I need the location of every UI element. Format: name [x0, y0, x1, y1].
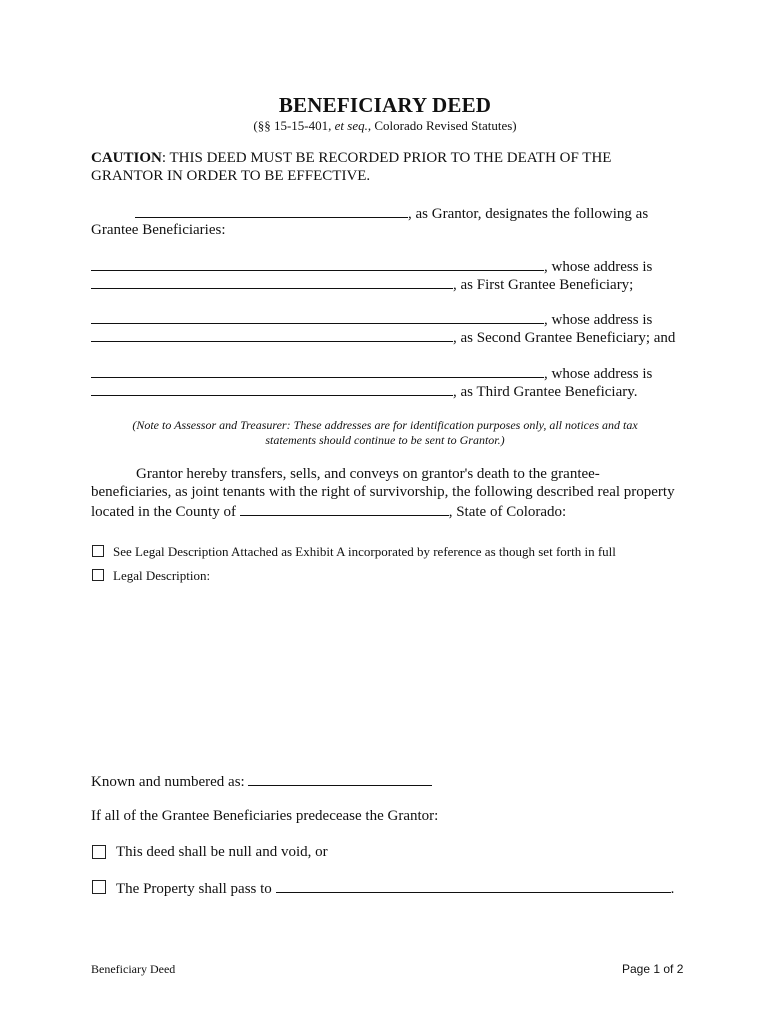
county-suffix: , State of Colorado:	[448, 504, 567, 520]
caution-line-1	[91, 150, 611, 167]
pass-to-field[interactable]	[276, 879, 671, 893]
assessor-note-line-1: (Note to Assessor and Treasurer: These addresses are for identification purposes only, all notices and tax	[132, 418, 638, 432]
footer-page-number: Page 1 of 2	[622, 962, 684, 976]
known-as-field[interactable]	[248, 772, 432, 786]
legal-description-checkbox[interactable]	[92, 569, 104, 581]
pass-to-period: .	[670, 881, 675, 897]
role-suffix: , as Second Grantee Beneficiary; and	[453, 330, 676, 346]
statute-suffix: , Colorado Revised Statutes)	[367, 118, 517, 133]
exhibit-checkbox[interactable]	[92, 545, 104, 557]
beneficiary-2-name-field[interactable]	[91, 310, 544, 324]
address-suffix: , whose address is	[544, 259, 653, 275]
predecease-question: If all of the Grantee Beneficiaries predecease the Grantor:	[91, 808, 439, 824]
statute-prefix: (§§ 15-15-401,	[253, 118, 335, 133]
transfer-line-3	[91, 502, 566, 521]
transfer-line-2: beneficiaries, as joint tenants with the right of survivorship, the following described real property	[91, 484, 675, 500]
statute-italic: et seq.	[334, 118, 368, 133]
beneficiary-1-address-field[interactable]	[91, 275, 453, 289]
beneficiary-1-address-line	[91, 257, 652, 276]
beneficiary-2-role-line	[91, 328, 675, 347]
county-field[interactable]	[240, 502, 449, 516]
county-prefix: located in the County of	[91, 504, 240, 520]
beneficiary-1-role-line	[91, 275, 633, 294]
caution-text-1: : THIS DEED MUST BE RECORDED PRIOR TO THE DEATH OF THE	[161, 150, 612, 166]
beneficiary-2-address-field[interactable]	[91, 328, 453, 342]
legal-description-label: Legal Description:	[113, 568, 211, 583]
document-title: BENEFICIARY DEED	[278, 93, 492, 117]
grantor-suffix: , as Grantor, designates the following as	[408, 206, 649, 222]
beneficiary-2-address-line	[91, 310, 652, 329]
pass-to-line	[116, 879, 674, 898]
beneficiary-3-name-field[interactable]	[91, 364, 544, 378]
pass-to-checkbox[interactable]	[92, 880, 106, 894]
grantor-line	[135, 204, 648, 223]
caution-line-2: GRANTOR IN ORDER TO BE EFFECTIVE.	[91, 168, 371, 184]
beneficiary-3-address-line	[91, 364, 652, 383]
beneficiary-3-role-line	[91, 382, 638, 401]
known-as-line	[91, 772, 432, 791]
beneficiary-3-address-field[interactable]	[91, 382, 453, 396]
footer-document-name: Beneficiary Deed	[91, 962, 176, 976]
grantor-line-2: Grantee Beneficiaries:	[91, 222, 226, 238]
pass-to-label: The Property shall pass to	[116, 881, 276, 897]
role-suffix: , as Third Grantee Beneficiary.	[453, 384, 638, 400]
assessor-note-line-2: statements should continue to be sent to Grantor.)	[265, 433, 505, 447]
exhibit-option-label: See Legal Description Attached as Exhibit A incorporated by reference as though set forth in full	[113, 544, 616, 559]
null-void-checkbox[interactable]	[92, 845, 106, 859]
known-as-label: Known and numbered as:	[91, 774, 249, 790]
transfer-line-1: Grantor hereby transfers, sells, and conveys on grantor's death to the grantee-	[136, 466, 600, 482]
address-suffix: , whose address is	[544, 312, 653, 328]
role-suffix: , as First Grantee Beneficiary;	[453, 277, 634, 293]
beneficiary-1-name-field[interactable]	[91, 257, 544, 271]
caution-label: CAUTION	[91, 150, 162, 166]
null-void-label: This deed shall be null and void, or	[116, 844, 328, 860]
statute-reference	[0, 118, 770, 134]
grantor-name-field[interactable]	[135, 204, 408, 218]
address-suffix: , whose address is	[544, 366, 653, 382]
